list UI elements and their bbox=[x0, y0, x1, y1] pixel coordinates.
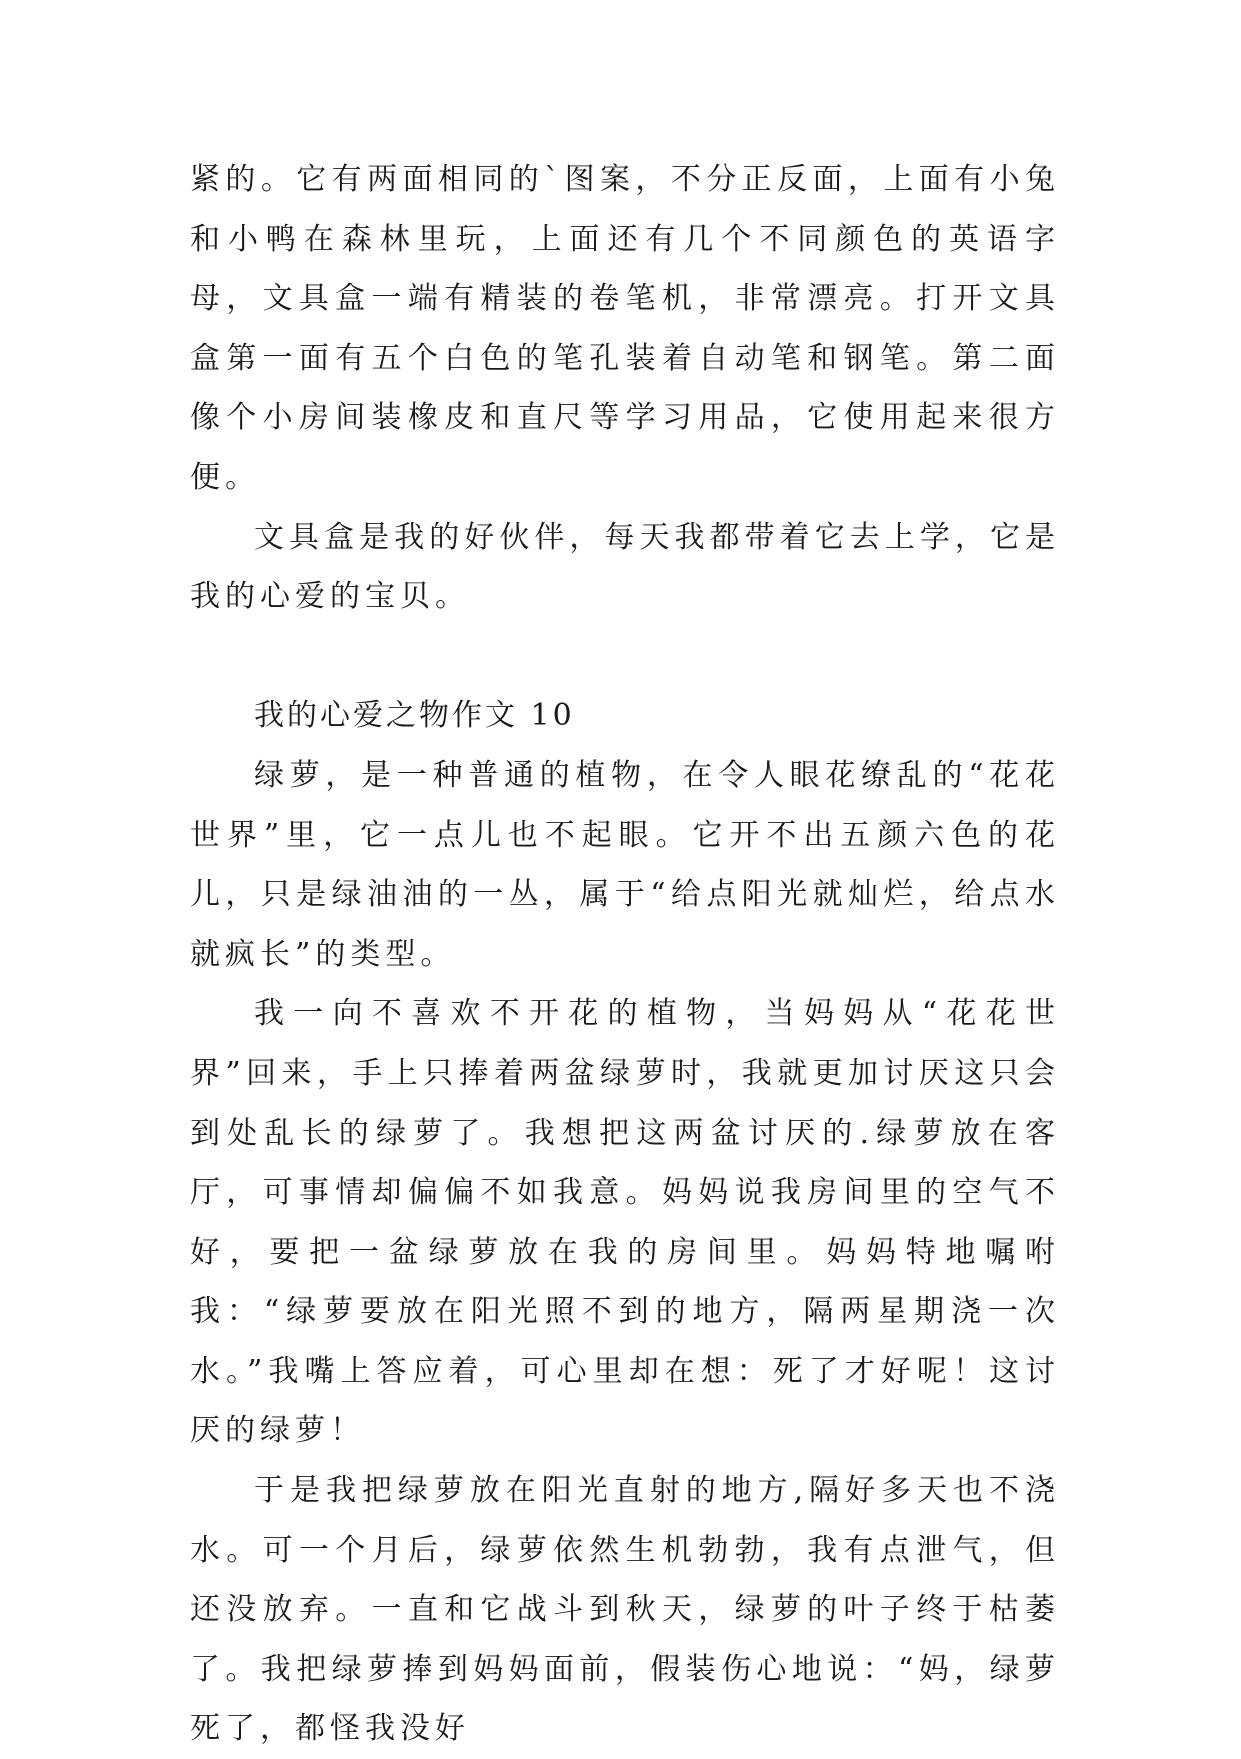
paragraph: 紧的。它有两面相同的`图案，不分正反面，上面有小兔和小鸭在森林里玩，上面还有几个不同颜色的英语字母，文具盒一端有精装的卷笔机，非常漂亮。打开文具盒第一面有五个白色的笔孔装着自动笔和钢笔。第二面像个小房间装橡皮和直尺等学习用品，它使用起来很方便。 bbox=[190, 162, 1060, 495]
document-body bbox=[190, 150, 1060, 1759]
paragraph-gap bbox=[190, 627, 1060, 687]
paragraph: 我一向不喜欢不开花的植物，当妈妈从“花花世界”回来，手上只捧着两盆绿萝时，我就更加讨厌这只会到处乱长的绿萝了。我想把这两盆讨厌的.绿萝放在客厅，可事情却偏偏不如我意。妈妈说我房间里的空气不好，要把一盆绿萝放在我的房间里。妈妈特地嘱咐我：“绿萝要放在阳光照不到的地方，隔两星期浇一次水。”我嘴上答应着，可心里却在想：死了才好呢！这讨厌的绿萝！ bbox=[190, 996, 1060, 1449]
paragraph: 绿萝，是一种普通的植物，在令人眼花缭乱的“花花世界”里，它一点儿也不起眼。它开不出五颜六色的花儿，只是绿油油的一丛，属于“给点阳光就灿烂，给点水就疯长”的类型。 bbox=[190, 757, 1060, 972]
paragraph: 文具盒是我的好伙伴，每天我都带着它去上学，它是我的心爱的宝贝。 bbox=[190, 519, 1060, 615]
section-title: 我的心爱之物作文 10 bbox=[254, 698, 575, 734]
paragraph: 于是我把绿萝放在阳光直射的地方,隔好多天也不浇水。可一个月后，绿萝依然生机勃勃，我有点泄气，但还没放弃。一直和它战斗到秋天，绿萝的叶子终于枯萎了。我把绿萝捧到妈妈面前，假装伤心地说：“妈，绿萝死了，都怪我没好 bbox=[190, 1473, 1060, 1747]
